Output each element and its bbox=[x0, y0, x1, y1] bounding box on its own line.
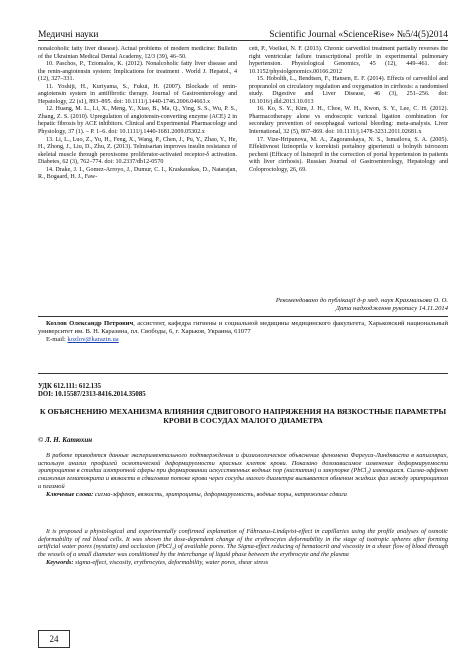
keywords-label: Keywords: bbox=[46, 558, 76, 566]
reference-item: 11. Yoshiji, H., Kuriyama, S., Fukui, H. (2007). Blockade of renin-angiotensin system in antifibrotic therapy. Journal of Gastroenterology and Hepatology, 22 (s1), 893–895. doi: 10.1111/j.1440-1746.2006.04663.x bbox=[38, 83, 237, 105]
references-right-column bbox=[249, 46, 448, 290]
reference-item: 10. Paschos, P., Tziomalos, K. (2012). Nonalcoholic fatty liver disease and the renin-angiotensin system: Implications for treatment . World J. Hepatol., 4 (12), 327–331. bbox=[38, 61, 237, 83]
abstract-text: В работе приводятся данные экспериментального подтверждения и физиологическое объяснение феномена Фареуса-Линдквиста в капиллярах, используя анализ профилей осмотической деформируемости красных клеток крови. Показано дозозависимое изменение деформируемости эритроцитов в стадии изотропной сферы при формировании искусственных водных пор (нистатин) и закупорке (PbCl₂) имеющихся. Сигма-эффект снижения гематокрита и вязкости в сдвиговом потоке крови через сосуды малого диаметра вызывается обменом жидких фаз между эритроцитом и плазмой bbox=[38, 452, 448, 490]
abstract-russian bbox=[38, 452, 448, 498]
udc-code: УДК 612.111: 612.135 bbox=[38, 383, 101, 390]
page-number: 24 bbox=[38, 630, 70, 648]
article-title: К ОБЪЯСНЕНИЮ МЕХАНИЗМА ВЛИЯНИЯ СДВИГОВОГО НАПРЯЖЕНИЯ НА ВЯЗКОСТНЫЕ ПАРАМЕТРЫ КРОВИ В СОСУДАХ МАЛОГО ДИАМЕТРА bbox=[39, 407, 447, 426]
email-link[interactable]: kozlov@karazin.ua bbox=[67, 336, 119, 344]
author-details: , ассистент, кафедра гигиены и социальной медицины медицинского факультета, Харьковский национальный университет им. В. Н. Каразина, пл. Свободы, 6, г. Харьков, Украина, 61077 bbox=[38, 320, 448, 336]
abstract-text: It is proposed a physiological and experimentally confirmed explanation of Fåhraeus-Lindqvist-effect in capillaries using the profile analyses of osmotic deformability of red blood cells. It was shown the dose-dependent change of the erythrocytes deformability in the stage of isotropic spheres after forming artificial water pores (nystatin) and occlusion (PbCl₂) of available pores. The Sigma-effect reducing of hematocrit and viscosity in a shear flow of blood through the vessels of a small diameter was conditioned by the interchange of liquid phase between the erythrocyte and the plasma bbox=[38, 528, 448, 559]
author-paragraph bbox=[38, 320, 448, 336]
keywords-text: сигма-эффект, вязкость, эритроциты, деформируемость, водные поры, напряжение сдвига bbox=[94, 490, 347, 498]
reference-item: 12. Huang, M. L., Li, X., Meng, Y., Xiao, B., Ma, Q., Ying, S. S., Wu, P. S., Zhang, Z. S. (2010). Upregulation of angiotensin-converting enzyme (ACE) 2 in hepatic fibrosis by ACE inhibitors. Clinical and Experimental Pharmacology and Physiology, 37 (1). – P. 1–6. doi: 10.1111/j.1440-1681.2009.05302.x bbox=[38, 106, 237, 136]
reference-item: 14. Drake, J. I., Gomez-Arroyo, J., Dumur, C. I., Kraskauskas, D., Natarajan, R., Bogaard, H. J., Faw- bbox=[38, 166, 237, 181]
reference-item: 16. Ko, S. Y., Kim, J. H., Choe, W. H., Kwon, S. Y., Lee, C. H. (2012). Pharmacotherapy alone vs endoscopic variceal ligation combination for secondary prevention of oesophageal variceal bleeding: meta-analysis. Liver International, 32 (5), 867–869. doi: 10.1111/j.1478-3231.2011.02681.x bbox=[249, 106, 448, 136]
references-left-column bbox=[38, 46, 237, 290]
references bbox=[38, 46, 448, 290]
header-section: Медичні науки bbox=[38, 30, 99, 40]
recommended-by: Рекомендовано до публікації д-р мед. наук Крахмальова О. О. bbox=[275, 297, 448, 304]
keywords-line bbox=[38, 491, 448, 499]
keywords-label: Ключевые слова: bbox=[46, 490, 95, 498]
article-byline: © Л. Н. Катюхин bbox=[38, 436, 93, 444]
divider bbox=[38, 373, 448, 374]
recommendation-note bbox=[148, 297, 448, 313]
received-date: Дата надходження рукопису 14.11.2014 bbox=[335, 305, 448, 312]
udc-block bbox=[38, 383, 146, 400]
reference-item: nonalcoholic fatty liver disease). Actual problems of modern medicine: Bulletin of the Ukrainian Medical Dental Academy, 12/3 (39), 46–50. bbox=[38, 46, 237, 60]
keywords-text: sigma-effect, viscosity, erythrocytes, deformability, water pores, shear stress bbox=[75, 558, 269, 566]
keywords-line bbox=[38, 559, 448, 567]
header-journal: Scientific Journal «ScienceRise» №5/4(5)2014 bbox=[269, 30, 448, 40]
reference-item: 13. Li, L., Luo, Z., Yu, H., Feng, X., Wang, P., Chen, J., Pu, Y., Zhao, Y., He, H., Zhong, J., Liu, D., Zhu, Z. (2013). Telmisartan improves insulin resistance of skeletal muscle through peroxisome proliferator-activated receptor-δ activation. Diabetes, 62 (3), 762–774. doi: 10.2337/db12-0570 bbox=[38, 136, 237, 166]
running-header bbox=[38, 26, 448, 41]
divider bbox=[38, 316, 448, 317]
email-label: E-mail: bbox=[46, 336, 68, 344]
abstract-english bbox=[38, 528, 448, 567]
reference-item: 15. Hobolth, L., Bendtsen, F., Hansen, E. F. (2014). Effects of carvedilol and propranolol on circulatory regulation and oxygenation in cirrhosis: a randomised study. Digestive and Liver Disease, 46 (3), 251–256. doi: 10.1016/j.dld.2013.10.013 bbox=[249, 76, 448, 105]
reference-item: 17. Vize-Hripunova, M. A., Zagoranskaya, N. S., Ismailova, S. A. (2005). Effektivnost lizinoprila v korrektsii portalnoy gipertenzii u bolnyih tsirrozom pecheni (Efficacy of lisinopril in the correction of portal hypertension in patients with liver cirrhosis). Russian Journal of Gastroenterology, Hepatology and Coloproctology, 26, 69. bbox=[249, 136, 448, 173]
author-info bbox=[38, 320, 448, 344]
author-name: Козлов Олександр Петрович bbox=[46, 320, 134, 327]
reference-item: cett, P., Voelkel, N. F. (2013). Chronic carvedilol treatment partially reverses the right ventricular failure transcriptional profile in experimental pulmonary hypertension. Physiological Genomics, 45 (12), 449–461. doi: 10.1152/physiolgenomics.00166.2012 bbox=[249, 46, 448, 75]
doi-code: DOI: 10.15587/2313-8416.2014.35085 bbox=[38, 391, 146, 399]
email-line bbox=[38, 336, 448, 344]
